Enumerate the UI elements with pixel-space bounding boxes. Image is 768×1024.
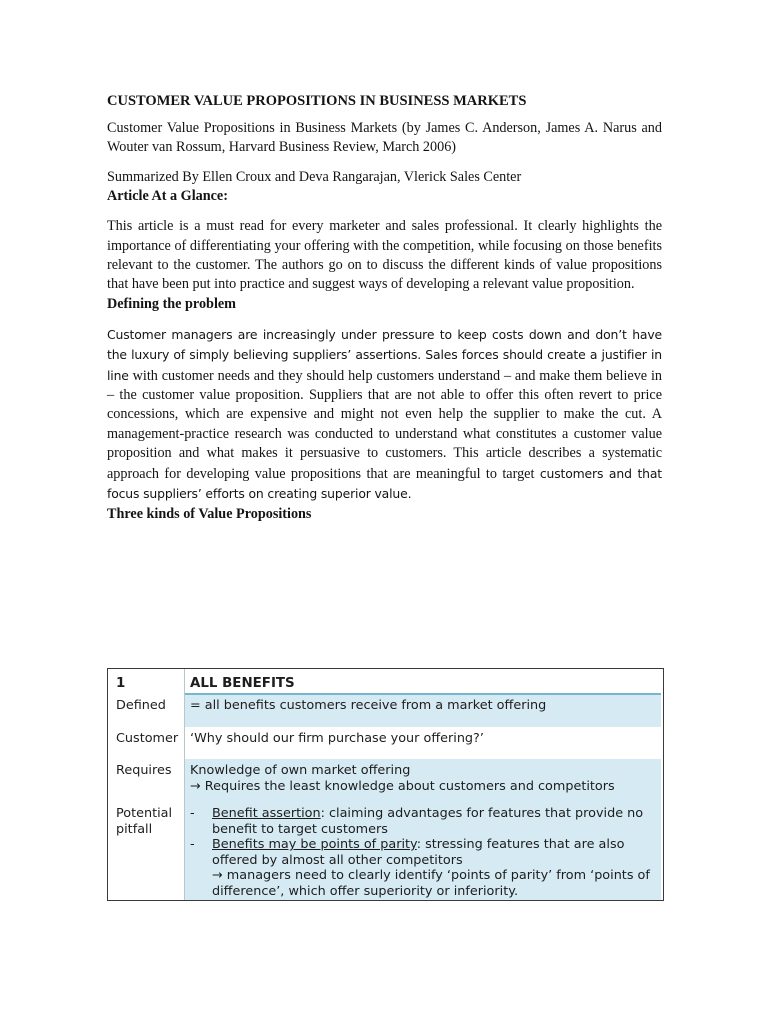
benefit-assertion-text: : claiming advantages for features that provide no <box>320 806 644 821</box>
table-row-pitfall <box>108 804 663 900</box>
table-title: ALL BENEFITS <box>190 676 295 691</box>
row-label <box>116 806 182 837</box>
bullet-dash: - <box>190 837 195 853</box>
pitfall-bullet-2 <box>190 837 657 899</box>
article-citation: Customer Value Propositions in Business Markets (by James C. Anderson, James A. Narus and Wouter van Rossum, Harvard Business Review, March 2006) <box>107 120 662 156</box>
table-header-row <box>108 669 663 694</box>
document-body <box>107 92 662 523</box>
benefit-assertion-line-2: benefit to target customers <box>212 821 388 837</box>
points-of-parity-line-2: offered by almost all other competitors <box>212 852 463 868</box>
requires-line-2: → Requires the least knowledge about customers and competitors <box>190 778 615 794</box>
pitfall-bullet-1 <box>190 806 657 837</box>
benefit-assertion-term: Benefit assertion <box>212 806 321 821</box>
table-row-defined <box>108 696 663 727</box>
problem-text-scan-start: Customer managers are increasingly under pressure to keep costs down and don’t have the luxury of simply believing suppliers’ assertions. Sales forces should create a justifier in line <box>107 326 662 383</box>
section-heading-kinds: Three kinds of Value Propositions <box>107 505 312 522</box>
problem-text-main: with customer needs and they should help customers understand – and make them believe in – the customer value proposition. Suppliers that are not able to offer this often revert to price concessions, which are expensive and might not even help the supplier to make the cut. A management-practice research was conducted to understand what constitutes a customer value proposition and what makes it persuasive to customers. This article describes a systematic approach for developing value propositions that are meaningful to target <box>107 367 662 482</box>
value-proposition-table <box>107 668 664 901</box>
points-of-parity-line-4: difference’, which offer superiority or inferiority. <box>212 883 519 899</box>
row-text <box>190 806 657 900</box>
section-heading-problem: Defining the problem <box>107 295 237 312</box>
points-of-parity-text: : stressing features that are also <box>416 837 625 853</box>
row-text: ‘Why should our firm purchase your offering?’ <box>190 731 484 746</box>
table-row-customer <box>108 729 663 759</box>
problem-text-scan-end: customers and that focus suppliers’ efforts on creating superior value. <box>107 465 663 502</box>
section-body-glance: This article is a must read for every marketer and sales professional. It clearly highlights the importance of differentiating your offering with the competition, while focusing on those benefits relevant to the customer. The authors go on to discuss the different kinds of value propositions that have been put into practice and suggest ways of developing a relevant value proposition. <box>107 218 662 293</box>
requires-line-1: Knowledge of own market offering <box>190 763 411 778</box>
points-of-parity-term: Benefits may be points of parity <box>212 837 417 853</box>
row-label: Requires <box>116 763 172 778</box>
row-text: = all benefits customers receive from a market offering <box>190 698 547 713</box>
section-body-problem <box>107 325 662 505</box>
table-number: 1 <box>116 676 126 691</box>
bullet-dash: - <box>190 806 195 821</box>
document-title: CUSTOMER VALUE PROPOSITIONS IN BUSINESS MARKETS <box>107 93 527 109</box>
row-text <box>190 763 657 794</box>
row-label: Defined <box>116 698 166 713</box>
row-label: Customer <box>116 731 179 746</box>
section-heading-glance: Article At a Glance: <box>107 188 228 205</box>
table-row-requires <box>108 761 663 801</box>
points-of-parity-line-3: → managers need to clearly identify ‘points of parity’ from ‘points of <box>212 868 650 884</box>
summary-credit: Summarized By Ellen Croux and Deva Rangarajan, Vlerick Sales Center <box>107 168 522 185</box>
pitfall-label-line-1: Potential <box>116 806 173 821</box>
pitfall-label-line-2: pitfall <box>116 821 153 837</box>
